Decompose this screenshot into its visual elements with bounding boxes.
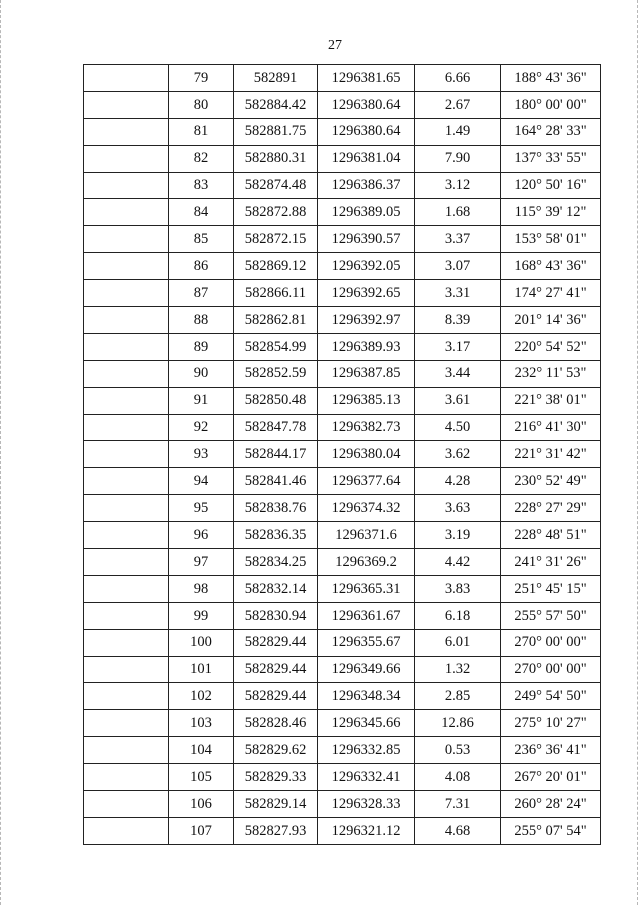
point-number-cell: 100 [169, 629, 234, 656]
direction-angle-cell: 220° 54' 52" [501, 333, 601, 360]
y-coordinate-cell: 1296381.65 [318, 65, 415, 92]
direction-angle-cell: 201° 14' 36" [501, 307, 601, 334]
empty-cell [84, 387, 169, 414]
point-number-cell: 84 [169, 199, 234, 226]
x-coordinate-cell: 582866.11 [234, 280, 318, 307]
y-coordinate-cell: 1296377.64 [318, 468, 415, 495]
y-coordinate-cell: 1296328.33 [318, 791, 415, 818]
distance-cell: 8.39 [415, 307, 501, 334]
empty-cell [84, 91, 169, 118]
y-coordinate-cell: 1296332.85 [318, 737, 415, 764]
x-coordinate-cell: 582872.88 [234, 199, 318, 226]
direction-angle-cell: 168° 43' 36" [501, 253, 601, 280]
direction-angle-cell: 230° 52' 49" [501, 468, 601, 495]
table-row [84, 656, 601, 683]
y-coordinate-cell: 1296321.12 [318, 817, 415, 844]
table-row [84, 65, 601, 92]
table-row [84, 817, 601, 844]
direction-angle-cell: 221° 31' 42" [501, 441, 601, 468]
point-number-cell: 101 [169, 656, 234, 683]
point-number-cell: 104 [169, 737, 234, 764]
point-number-cell: 86 [169, 253, 234, 280]
table-row [84, 226, 601, 253]
x-coordinate-cell: 582829.44 [234, 683, 318, 710]
y-coordinate-cell: 1296392.05 [318, 253, 415, 280]
distance-cell: 3.17 [415, 333, 501, 360]
point-number-cell: 87 [169, 280, 234, 307]
distance-cell: 3.37 [415, 226, 501, 253]
direction-angle-cell: 251° 45' 15" [501, 575, 601, 602]
page-edge-left [0, 0, 2, 905]
point-number-cell: 103 [169, 710, 234, 737]
point-number-cell: 94 [169, 468, 234, 495]
direction-angle-cell: 260° 28' 24" [501, 791, 601, 818]
point-number-cell: 92 [169, 414, 234, 441]
y-coordinate-cell: 1296369.2 [318, 549, 415, 576]
empty-cell [84, 468, 169, 495]
distance-cell: 2.85 [415, 683, 501, 710]
table-row [84, 737, 601, 764]
y-coordinate-cell: 1296348.34 [318, 683, 415, 710]
direction-angle-cell: 174° 27' 41" [501, 280, 601, 307]
point-number-cell: 85 [169, 226, 234, 253]
empty-cell [84, 172, 169, 199]
x-coordinate-cell: 582841.46 [234, 468, 318, 495]
point-number-cell: 98 [169, 575, 234, 602]
point-number-cell: 99 [169, 602, 234, 629]
empty-cell [84, 145, 169, 172]
x-coordinate-cell: 582844.17 [234, 441, 318, 468]
table-row [84, 441, 601, 468]
y-coordinate-cell: 1296371.6 [318, 522, 415, 549]
empty-cell [84, 65, 169, 92]
direction-angle-cell: 153° 58' 01" [501, 226, 601, 253]
distance-cell: 3.12 [415, 172, 501, 199]
point-number-cell: 80 [169, 91, 234, 118]
distance-cell: 6.01 [415, 629, 501, 656]
table-row [84, 549, 601, 576]
direction-angle-cell: 120° 50' 16" [501, 172, 601, 199]
distance-cell: 4.42 [415, 549, 501, 576]
distance-cell: 7.31 [415, 791, 501, 818]
direction-angle-cell: 137° 33' 55" [501, 145, 601, 172]
x-coordinate-cell: 582850.48 [234, 387, 318, 414]
y-coordinate-cell: 1296382.73 [318, 414, 415, 441]
x-coordinate-cell: 582832.14 [234, 575, 318, 602]
y-coordinate-cell: 1296365.31 [318, 575, 415, 602]
direction-angle-cell: 255° 57' 50" [501, 602, 601, 629]
table-row [84, 791, 601, 818]
y-coordinate-cell: 1296392.65 [318, 280, 415, 307]
empty-cell [84, 441, 169, 468]
direction-angle-cell: 216° 41' 30" [501, 414, 601, 441]
table-row [84, 683, 601, 710]
distance-cell: 3.63 [415, 495, 501, 522]
distance-cell: 1.49 [415, 118, 501, 145]
distance-cell: 0.53 [415, 737, 501, 764]
direction-angle-cell: 221° 38' 01" [501, 387, 601, 414]
distance-cell: 4.28 [415, 468, 501, 495]
x-coordinate-cell: 582852.59 [234, 360, 318, 387]
y-coordinate-cell: 1296385.13 [318, 387, 415, 414]
table-row [84, 199, 601, 226]
distance-cell: 6.18 [415, 602, 501, 629]
empty-cell [84, 495, 169, 522]
point-number-cell: 81 [169, 118, 234, 145]
distance-cell: 4.50 [415, 414, 501, 441]
x-coordinate-cell: 582827.93 [234, 817, 318, 844]
page-number: 27 [328, 38, 342, 53]
empty-cell [84, 522, 169, 549]
x-coordinate-cell: 582881.75 [234, 118, 318, 145]
direction-angle-cell: 180° 00' 00" [501, 91, 601, 118]
y-coordinate-cell: 1296380.64 [318, 91, 415, 118]
x-coordinate-cell: 582862.81 [234, 307, 318, 334]
distance-cell: 2.67 [415, 91, 501, 118]
distance-cell: 4.08 [415, 764, 501, 791]
x-coordinate-cell: 582829.33 [234, 764, 318, 791]
empty-cell [84, 575, 169, 602]
distance-cell: 1.68 [415, 199, 501, 226]
x-coordinate-cell: 582830.94 [234, 602, 318, 629]
direction-angle-cell: 249° 54' 50" [501, 683, 601, 710]
direction-angle-cell: 115° 39' 12" [501, 199, 601, 226]
direction-angle-cell: 228° 48' 51" [501, 522, 601, 549]
direction-angle-cell: 267° 20' 01" [501, 764, 601, 791]
coordinates-table [83, 64, 601, 845]
distance-cell: 1.32 [415, 656, 501, 683]
y-coordinate-cell: 1296380.04 [318, 441, 415, 468]
table-row [84, 387, 601, 414]
x-coordinate-cell: 582834.25 [234, 549, 318, 576]
empty-cell [84, 710, 169, 737]
empty-cell [84, 360, 169, 387]
y-coordinate-cell: 1296345.66 [318, 710, 415, 737]
y-coordinate-cell: 1296381.04 [318, 145, 415, 172]
distance-cell: 7.90 [415, 145, 501, 172]
y-coordinate-cell: 1296389.93 [318, 333, 415, 360]
x-coordinate-cell: 582880.31 [234, 145, 318, 172]
empty-cell [84, 414, 169, 441]
point-number-cell: 91 [169, 387, 234, 414]
x-coordinate-cell: 582829.44 [234, 656, 318, 683]
x-coordinate-cell: 582874.48 [234, 172, 318, 199]
point-number-cell: 89 [169, 333, 234, 360]
direction-angle-cell: 232° 11' 53" [501, 360, 601, 387]
table-row [84, 118, 601, 145]
y-coordinate-cell: 1296390.57 [318, 226, 415, 253]
empty-cell [84, 118, 169, 145]
point-number-cell: 105 [169, 764, 234, 791]
table-row [84, 145, 601, 172]
empty-cell [84, 737, 169, 764]
point-number-cell: 97 [169, 549, 234, 576]
table-row [84, 495, 601, 522]
distance-cell: 3.31 [415, 280, 501, 307]
point-number-cell: 95 [169, 495, 234, 522]
direction-angle-cell: 188° 43' 36" [501, 65, 601, 92]
table-row [84, 710, 601, 737]
distance-cell: 3.07 [415, 253, 501, 280]
x-coordinate-cell: 582854.99 [234, 333, 318, 360]
direction-angle-cell: 241° 31' 26" [501, 549, 601, 576]
direction-angle-cell: 270° 00' 00" [501, 656, 601, 683]
point-number-cell: 96 [169, 522, 234, 549]
x-coordinate-cell: 582847.78 [234, 414, 318, 441]
empty-cell [84, 656, 169, 683]
direction-angle-cell: 275° 10' 27" [501, 710, 601, 737]
distance-cell: 3.44 [415, 360, 501, 387]
empty-cell [84, 253, 169, 280]
empty-cell [84, 280, 169, 307]
table-row [84, 575, 601, 602]
y-coordinate-cell: 1296361.67 [318, 602, 415, 629]
empty-cell [84, 333, 169, 360]
point-number-cell: 107 [169, 817, 234, 844]
x-coordinate-cell: 582891 [234, 65, 318, 92]
y-coordinate-cell: 1296392.97 [318, 307, 415, 334]
table-row [84, 253, 601, 280]
x-coordinate-cell: 582836.35 [234, 522, 318, 549]
x-coordinate-cell: 582829.14 [234, 791, 318, 818]
distance-cell: 6.66 [415, 65, 501, 92]
x-coordinate-cell: 582869.12 [234, 253, 318, 280]
table-row [84, 333, 601, 360]
table-row [84, 468, 601, 495]
point-number-cell: 83 [169, 172, 234, 199]
table-row [84, 360, 601, 387]
direction-angle-cell: 228° 27' 29" [501, 495, 601, 522]
distance-cell: 4.68 [415, 817, 501, 844]
point-number-cell: 88 [169, 307, 234, 334]
distance-cell: 12.86 [415, 710, 501, 737]
point-number-cell: 90 [169, 360, 234, 387]
table-row [84, 602, 601, 629]
table-row [84, 629, 601, 656]
empty-cell [84, 307, 169, 334]
direction-angle-cell: 270° 00' 00" [501, 629, 601, 656]
point-number-cell: 79 [169, 65, 234, 92]
distance-cell: 3.83 [415, 575, 501, 602]
y-coordinate-cell: 1296355.67 [318, 629, 415, 656]
empty-cell [84, 629, 169, 656]
point-number-cell: 93 [169, 441, 234, 468]
x-coordinate-cell: 582872.15 [234, 226, 318, 253]
point-number-cell: 102 [169, 683, 234, 710]
table-row [84, 280, 601, 307]
x-coordinate-cell: 582829.44 [234, 629, 318, 656]
table-row [84, 764, 601, 791]
y-coordinate-cell: 1296374.32 [318, 495, 415, 522]
empty-cell [84, 764, 169, 791]
point-number-cell: 106 [169, 791, 234, 818]
x-coordinate-cell: 582838.76 [234, 495, 318, 522]
y-coordinate-cell: 1296380.64 [318, 118, 415, 145]
distance-cell: 3.61 [415, 387, 501, 414]
empty-cell [84, 226, 169, 253]
empty-cell [84, 791, 169, 818]
distance-cell: 3.19 [415, 522, 501, 549]
y-coordinate-cell: 1296387.85 [318, 360, 415, 387]
direction-angle-cell: 236° 36' 41" [501, 737, 601, 764]
y-coordinate-cell: 1296332.41 [318, 764, 415, 791]
direction-angle-cell: 255° 07' 54" [501, 817, 601, 844]
direction-angle-cell: 164° 28' 33" [501, 118, 601, 145]
empty-cell [84, 817, 169, 844]
table-row [84, 414, 601, 441]
y-coordinate-cell: 1296386.37 [318, 172, 415, 199]
empty-cell [84, 602, 169, 629]
x-coordinate-cell: 582828.46 [234, 710, 318, 737]
table-row [84, 172, 601, 199]
page-edge-right [637, 0, 639, 905]
table-row [84, 522, 601, 549]
point-number-cell: 82 [169, 145, 234, 172]
distance-cell: 3.62 [415, 441, 501, 468]
empty-cell [84, 683, 169, 710]
y-coordinate-cell: 1296349.66 [318, 656, 415, 683]
y-coordinate-cell: 1296389.05 [318, 199, 415, 226]
coordinates-table-body [84, 65, 601, 845]
table-row [84, 307, 601, 334]
table-row [84, 91, 601, 118]
x-coordinate-cell: 582884.42 [234, 91, 318, 118]
x-coordinate-cell: 582829.62 [234, 737, 318, 764]
empty-cell [84, 199, 169, 226]
empty-cell [84, 549, 169, 576]
